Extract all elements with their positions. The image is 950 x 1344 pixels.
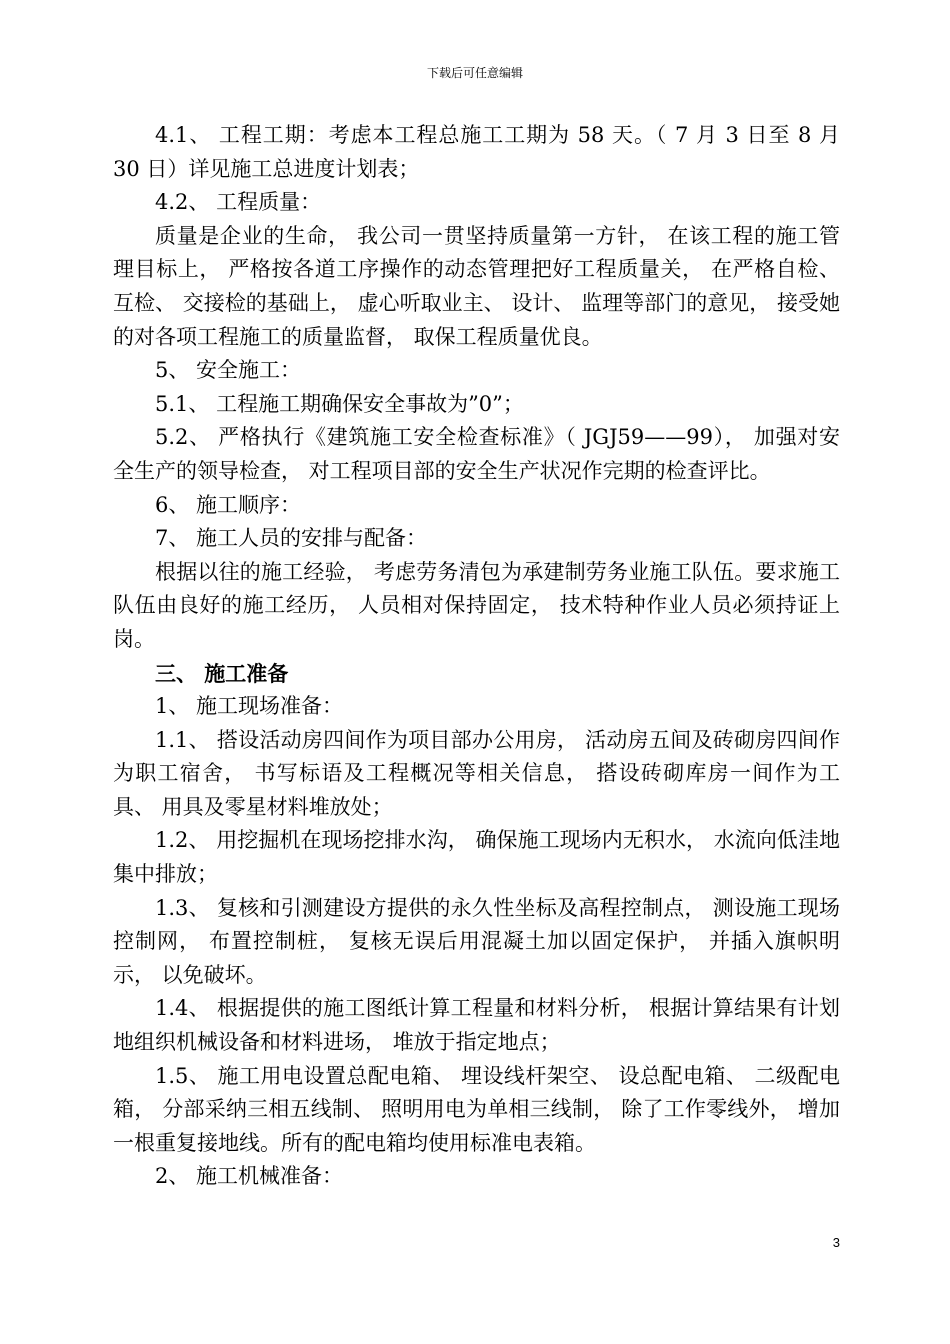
heading-7: 7、 施工人员的安排与配备： <box>155 526 428 551</box>
paragraph-4-1: 4.1、 工程工期：考虑本工程总施工工期为 58 天。（ 7 月 3 日至 8 月 30 日）详见施工总进度计划表； <box>113 123 840 181</box>
heading-6: 6、 施工顺序： <box>155 492 302 517</box>
document-body <box>113 119 840 1194</box>
page-number: 3 <box>832 1235 840 1250</box>
paragraph-staffing: 根据以往的施工经验， 考虑劳务清包为承建制劳务业施工队伍。要求施工队伍由良好的施工经历， 人员相对保持固定， 技术特种作业人员必须持证上岗。 <box>113 559 840 651</box>
paragraph-1-4: 1.4、 根据提供的施工图纸计算工程量和材料分析， 根据计算结果有计划地组织机械设备和材料进场， 堆放于指定地点； <box>113 996 840 1055</box>
heading-4-2: 4.2、 工程质量： <box>155 190 322 215</box>
paragraph-1-3: 1.3、 复核和引测建设方提供的永久性坐标及高程控制点， 测设施工现场控制网， 布置控制桩， 复核无误后用混凝土加以固定保护， 并插入旗帜明示， 以免破坏。 <box>113 895 840 987</box>
paragraph-quality: 质量是企业的生命， 我公司一贯坚持质量第一方针， 在该工程的施工管理目标上， 严格按各道工序操作的动态管理把好工程质量关， 在严格自检、 互检、 交接检的基础上， 虚心听取业主、 设计、 监理等部门的意见， 接受她的对各项工程施工的质量监督， 取保工程质量优良。 <box>113 223 840 349</box>
paragraph-1-5: 1.5、 施工用电设置总配电箱、 埋设线杆架空、 设总配电箱、 二级配电箱， 分部采纳三相五线制、 照明用电为单相三线制， 除了工作零线外， 增加一根重复接地线。所有的配电箱均使用标准电表箱。 <box>113 1063 840 1155</box>
paragraph-5-1: 5.1、 工程施工期确保安全事故为”0”； <box>155 391 524 416</box>
heading-5: 5、 安全施工： <box>155 358 302 383</box>
header-note: 下载后可任意编辑 <box>426 66 523 80</box>
heading-1: 1、 施工现场准备： <box>155 694 344 719</box>
paragraph-1-1: 1.1、 搭设活动房四间作为项目部办公用房， 活动房五间及砖砌房四间作为职工宿舍， 书写标语及工程概况等相关信息， 搭设砖砌库房一间作为工具、 用具及零星材料堆放处； <box>113 727 840 819</box>
paragraph-1-2: 1.2、 用挖掘机在现场挖排水沟， 确保施工现场内无积水， 水流向低洼地集中排放； <box>113 828 840 887</box>
paragraph-5-2: 5.2、 严格执行《建筑施工安全检查标准》（ JGJ59——99）， 加强对安全生产的领导检查， 对工程项目部的安全生产状况作完期的检查评比。 <box>113 425 840 483</box>
heading-2: 2、 施工机械准备： <box>155 1164 344 1189</box>
section-heading-preparation: 三、 施工准备 <box>155 660 289 686</box>
